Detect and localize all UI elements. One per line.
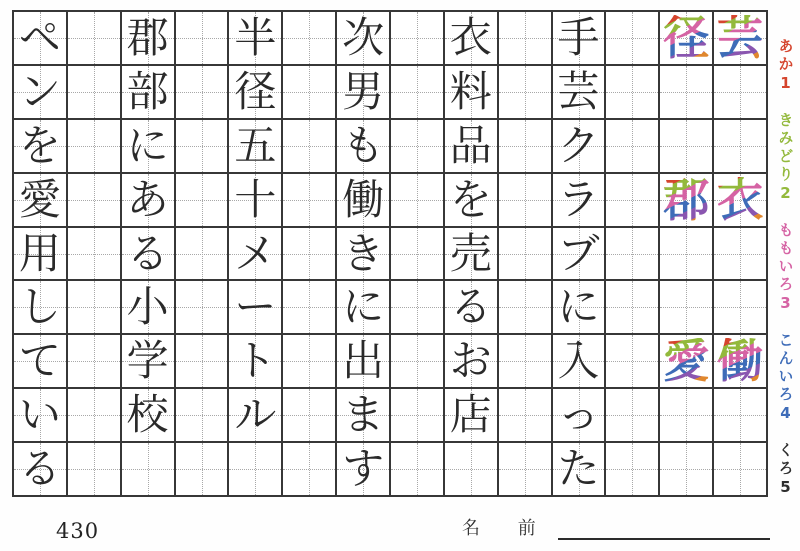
handwritten-char: ー (234, 282, 277, 332)
grid-cell (499, 335, 551, 389)
grid-cell (283, 12, 335, 66)
grid-cell (445, 335, 497, 389)
grid-cell (606, 335, 658, 389)
grid-cell (122, 12, 174, 66)
grid-cell (553, 443, 605, 495)
grid-cell (229, 120, 281, 174)
handwritten-char: い (18, 390, 61, 440)
grid-cell (14, 281, 66, 335)
handwritten-column (553, 12, 607, 495)
grid-cell (391, 66, 443, 120)
grid-cell (68, 12, 120, 66)
grid-cell (68, 66, 120, 120)
handwritten-char: 十 (234, 174, 277, 224)
grid-cell (714, 335, 766, 389)
handwritten-column (337, 12, 391, 495)
grid-cell (499, 389, 551, 443)
grid-cell (499, 228, 551, 282)
handwritten-char: ク (557, 120, 600, 170)
grid-cell (606, 281, 658, 335)
grid-cell (445, 389, 497, 443)
grid-cell (606, 120, 658, 174)
grid-cell (714, 281, 766, 335)
handwritten-char: る (126, 228, 169, 278)
handwritten-char: 男 (342, 66, 385, 116)
grid-cell (14, 66, 66, 120)
grid-cell (122, 66, 174, 120)
grid-cell (176, 228, 228, 282)
grid-cell (714, 443, 766, 495)
handwritten-char: に (342, 282, 385, 332)
empty-column (391, 12, 445, 495)
grid-cell (14, 335, 66, 389)
grid-cell (283, 228, 335, 282)
grid-cell (122, 389, 174, 443)
empty-column (499, 12, 553, 495)
legend-item-yellow-green: きみどり2 (776, 112, 795, 205)
handwritten-char: 半 (234, 12, 277, 62)
grid-cell (229, 335, 281, 389)
grid-cell (176, 120, 228, 174)
grid-cell (68, 335, 120, 389)
stroke-order-example-char: 郡 (663, 172, 710, 227)
grid-cell (229, 66, 281, 120)
handwritten-char: る (18, 444, 61, 494)
grid-cell (553, 66, 605, 120)
grid-cell (714, 12, 766, 66)
handwritten-column (229, 12, 283, 495)
name-label: 名 前 (462, 518, 552, 539)
grid-cell (337, 443, 389, 495)
grid-cell (606, 443, 658, 495)
grid-cell (445, 66, 497, 120)
grid-cell (14, 120, 66, 174)
handwritten-char: 料 (449, 66, 492, 116)
grid-cell (283, 174, 335, 228)
handwritten-char: る (449, 282, 492, 332)
handwritten-char: ン (18, 66, 61, 116)
handwritten-char: し (18, 282, 61, 332)
grid-cell (499, 120, 551, 174)
empty-column (606, 12, 660, 495)
grid-cell (337, 120, 389, 174)
handwritten-char: 小 (126, 282, 169, 332)
handwritten-char: 店 (449, 390, 492, 440)
grid-cell (714, 66, 766, 120)
grid-cell (283, 66, 335, 120)
grid-cell (122, 335, 174, 389)
grid-cell (606, 12, 658, 66)
grid-cell (176, 335, 228, 389)
grid-cell (553, 335, 605, 389)
grid-cell (553, 228, 605, 282)
name-underline (558, 514, 770, 540)
grid-cell (660, 228, 712, 282)
grid-cell (14, 174, 66, 228)
grid-cell (714, 228, 766, 282)
grid-cell (337, 335, 389, 389)
grid-cell (445, 12, 497, 66)
grid-cell (445, 174, 497, 228)
grid-cell (337, 281, 389, 335)
grid-cell (68, 174, 120, 228)
handwritten-char: 学 (126, 336, 169, 386)
handwritten-char: た (557, 444, 600, 494)
grid-cell (68, 389, 120, 443)
handwritten-char: 郡 (126, 12, 169, 62)
grid-cell (122, 120, 174, 174)
grid-cell (391, 120, 443, 174)
grid-cell (391, 12, 443, 66)
grid-cell (553, 12, 605, 66)
legend-item-pink: ももいろ3 (776, 222, 795, 315)
handwritten-char: ブ (557, 228, 600, 278)
page-number: 430 (56, 519, 100, 543)
handwritten-char: 校 (126, 390, 169, 440)
handwritten-char: 入 (557, 336, 600, 386)
grid-cell (122, 228, 174, 282)
grid-cell (499, 12, 551, 66)
grid-cell (391, 281, 443, 335)
grid-cell (660, 281, 712, 335)
handwritten-char: ル (234, 390, 277, 440)
grid-cell (445, 281, 497, 335)
handwritten-char: に (126, 120, 169, 170)
grid-cell (606, 174, 658, 228)
empty-column (283, 12, 337, 495)
grid-cell (229, 12, 281, 66)
grid-cell (229, 443, 281, 495)
grid-cell (176, 389, 228, 443)
handwritten-char: を (18, 120, 61, 170)
handwritten-char: ま (342, 390, 385, 440)
grid-cell (337, 389, 389, 443)
stroke-order-example-char: 働 (717, 334, 764, 389)
handwritten-char: き (342, 228, 385, 278)
grid-cell (337, 12, 389, 66)
handwritten-char: 売 (449, 228, 492, 278)
handwritten-char: に (557, 282, 600, 332)
grid-cell (337, 66, 389, 120)
grid-cell (176, 174, 228, 228)
grid-cell (229, 389, 281, 443)
stroke-order-example-char: 径 (663, 10, 710, 65)
grid-cell (68, 228, 120, 282)
legend-item-black: くろ5 (776, 442, 795, 499)
handwritten-char: お (449, 336, 492, 386)
empty-column (176, 12, 230, 495)
grid-cell (660, 443, 712, 495)
handwritten-char: 径 (234, 66, 277, 116)
legend-item-red: あか1 (776, 38, 795, 95)
handwritten-char: 働 (342, 174, 385, 224)
grid-cell (445, 228, 497, 282)
handwritten-char: 出 (342, 336, 385, 386)
handwritten-char: 手 (557, 12, 600, 62)
handwritten-char: メ (234, 228, 277, 278)
handwritten-char: ト (234, 336, 277, 386)
grid-cell (499, 443, 551, 495)
grid-cell (660, 66, 712, 120)
grid-cell (14, 228, 66, 282)
handwritten-char: 五 (234, 120, 277, 170)
handwritten-char: あ (126, 174, 169, 224)
grid-cell (229, 174, 281, 228)
handwritten-column (445, 12, 499, 495)
grid-cell (553, 174, 605, 228)
grid-cell (660, 389, 712, 443)
grid-cell (499, 174, 551, 228)
stroke-order-example-char: 衣 (717, 172, 764, 227)
stroke-color-legend (773, 38, 797, 499)
grid-cell (14, 389, 66, 443)
grid-cell (68, 443, 120, 495)
grid-cell (714, 174, 766, 228)
grid-cell (229, 228, 281, 282)
handwritten-char: っ (557, 390, 600, 440)
name-field (462, 514, 770, 540)
grid-cell (391, 174, 443, 228)
handwritten-char: ペ (18, 12, 61, 62)
grid-cell (337, 174, 389, 228)
grid-cell (391, 389, 443, 443)
grid-cell (391, 443, 443, 495)
grid-cell (229, 281, 281, 335)
grid-cell (391, 335, 443, 389)
grid-cell (14, 12, 66, 66)
practice-grid (12, 10, 768, 497)
example-column (660, 12, 714, 495)
grid-cell (499, 281, 551, 335)
handwritten-char: す (342, 444, 385, 494)
handwritten-column (122, 12, 176, 495)
grid-cell (68, 120, 120, 174)
handwritten-char: も (342, 120, 385, 170)
stroke-order-example-char: 愛 (663, 334, 710, 389)
grid-cell (337, 228, 389, 282)
grid-cell (606, 66, 658, 120)
handwritten-char: 愛 (18, 174, 61, 224)
grid-cell (553, 120, 605, 174)
grid-cell (606, 389, 658, 443)
grid-cell (283, 335, 335, 389)
handwritten-char: 芸 (557, 66, 600, 116)
grid-cell (122, 281, 174, 335)
handwritten-column (14, 12, 68, 495)
grid-cell (122, 443, 174, 495)
grid-cell (176, 281, 228, 335)
handwritten-char: 用 (18, 228, 61, 278)
grid-cell (176, 66, 228, 120)
handwritten-char: ラ (557, 174, 600, 224)
handwritten-char: 部 (126, 66, 169, 116)
grid-cell (122, 174, 174, 228)
grid-cell (283, 443, 335, 495)
grid-cell (14, 443, 66, 495)
grid-cell (606, 228, 658, 282)
grid-cell (714, 389, 766, 443)
grid-cell (68, 281, 120, 335)
grid-cell (283, 120, 335, 174)
example-column (714, 12, 766, 495)
grid-cell (660, 120, 712, 174)
grid-cell (714, 120, 766, 174)
stroke-order-example-char: 芸 (717, 10, 764, 65)
handwritten-char: 衣 (449, 12, 492, 62)
grid-cell (445, 120, 497, 174)
handwritten-char: 品 (449, 120, 492, 170)
grid-cell (176, 12, 228, 66)
grid-cell (283, 281, 335, 335)
grid-cell (445, 443, 497, 495)
grid-cell (391, 228, 443, 282)
legend-item-navy-blue: こんいろ4 (776, 332, 795, 425)
grid-cell (660, 12, 712, 66)
handwritten-char: て (18, 336, 61, 386)
handwritten-char: を (449, 174, 492, 224)
grid-cell (499, 66, 551, 120)
grid-cell (283, 389, 335, 443)
handwritten-char: 次 (342, 12, 385, 62)
grid-cell (553, 281, 605, 335)
grid-cell (553, 389, 605, 443)
grid-cell (660, 174, 712, 228)
grid-cell (660, 335, 712, 389)
empty-column (68, 12, 122, 495)
grid-cell (176, 443, 228, 495)
